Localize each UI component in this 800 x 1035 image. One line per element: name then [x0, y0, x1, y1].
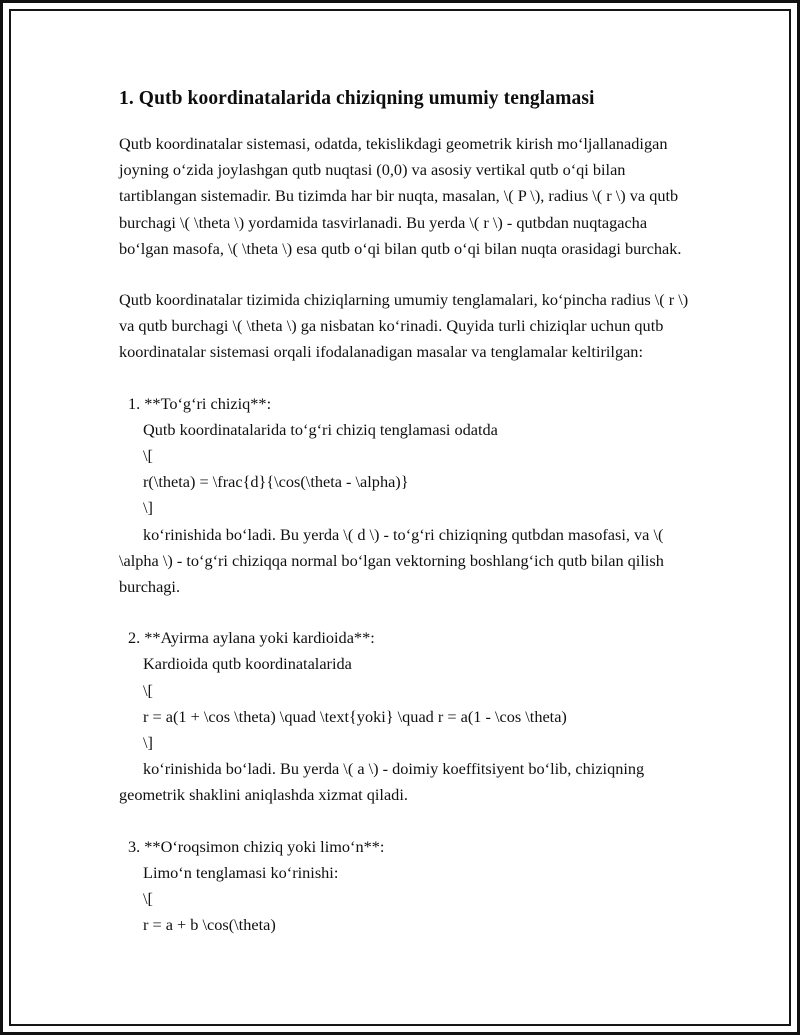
- list-item-tail: ko‘rinishida bo‘ladi. Bu yerda \( a \) - doimiy koeffitsiyent bo‘lib, chiziqning geometrik shaklini aniqlashda xizmat qiladi.: [119, 759, 645, 805]
- list-item-tail: ko‘rinishida bo‘ladi. Bu yerda \( d \) - to‘g‘ri chiziqning qutbdan masofasi, va \( \alpha \) - to‘g‘ri chiziqqa normal bo‘lgan vektorning boshlang‘ich qutb bilan qilish burchagi.: [119, 524, 664, 597]
- list-item-lead: Qutb koordinatalarida to‘g‘ri chiziq tenglamasi odatda: [143, 419, 498, 439]
- math-delimiter-open: \[: [143, 680, 153, 700]
- math-delimiter-close: \]: [143, 498, 153, 518]
- math-expression: r(\theta) = \frac{d}{\cos(\theta - \alpha)}: [143, 472, 409, 492]
- page-title: 1. Qutb koordinatalarida chiziqning umumiy tenglamasi: [119, 88, 595, 109]
- list-item-heading: 2. **Ayirma aylana yoki kardioida**:: [128, 628, 375, 648]
- paragraph-intro: Qutb koordinatalar sistemasi, odatda, tekislikdagi geometrik kirish mo‘ljallanadigan joyning o‘zida joylashgan qutb nuqtasi (0,0) va asosiy vertikal qutb o‘qi bilan tartiblangan sistemadir. Bu tizimda har bir nuqta, masalan, \( P \), radius \( r \) va qutb burchagi \( \theta \) yordamida tasvirlanadi. Bu yerda \( r \) - qutbdan nuqtagacha bo‘lgan masofa, \( \theta \) esa qutb o‘qi bilan qutb o‘qi bilan nuqta orasidagi burchak.: [119, 134, 682, 258]
- page-surface: [12, 12, 788, 1023]
- list-item-lead: Kardioida qutb koordinatalarida: [143, 654, 352, 674]
- math-expression: r = a(1 + \cos \theta) \quad \text{yoki} \quad r = a(1 - \cos \theta): [143, 706, 567, 726]
- list-item-heading: 1. **To‘g‘ri chiziq**:: [128, 393, 272, 413]
- math-delimiter-open: \[: [143, 446, 153, 466]
- list-item-heading: 3. **O‘roqsimon chiziq yoki limo‘n**:: [128, 836, 385, 856]
- math-delimiter-close: \]: [143, 733, 153, 753]
- list-item: [119, 625, 694, 808]
- list-item: [119, 391, 694, 601]
- list-item: [119, 834, 694, 939]
- math-delimiter-open: \[: [143, 889, 153, 909]
- list-item-lead: Limo‘n tenglamasi ko‘rinishi:: [143, 862, 339, 882]
- math-expression: r = a + b \cos(\theta): [143, 915, 276, 935]
- document-body: [119, 86, 694, 963]
- paragraph-overview: Qutb koordinatalar tizimida chiziqlarning umumiy tenglamalari, ko‘pincha radius \( r \) va qutb burchagi \( \theta \) ga nisbatan ko‘rinadi. Quyida turli chiziqlar uchun qutb koordinatalar sistemasi orqali ifodalanadigan masalar va tenglamalar keltirilgan:: [119, 290, 689, 362]
